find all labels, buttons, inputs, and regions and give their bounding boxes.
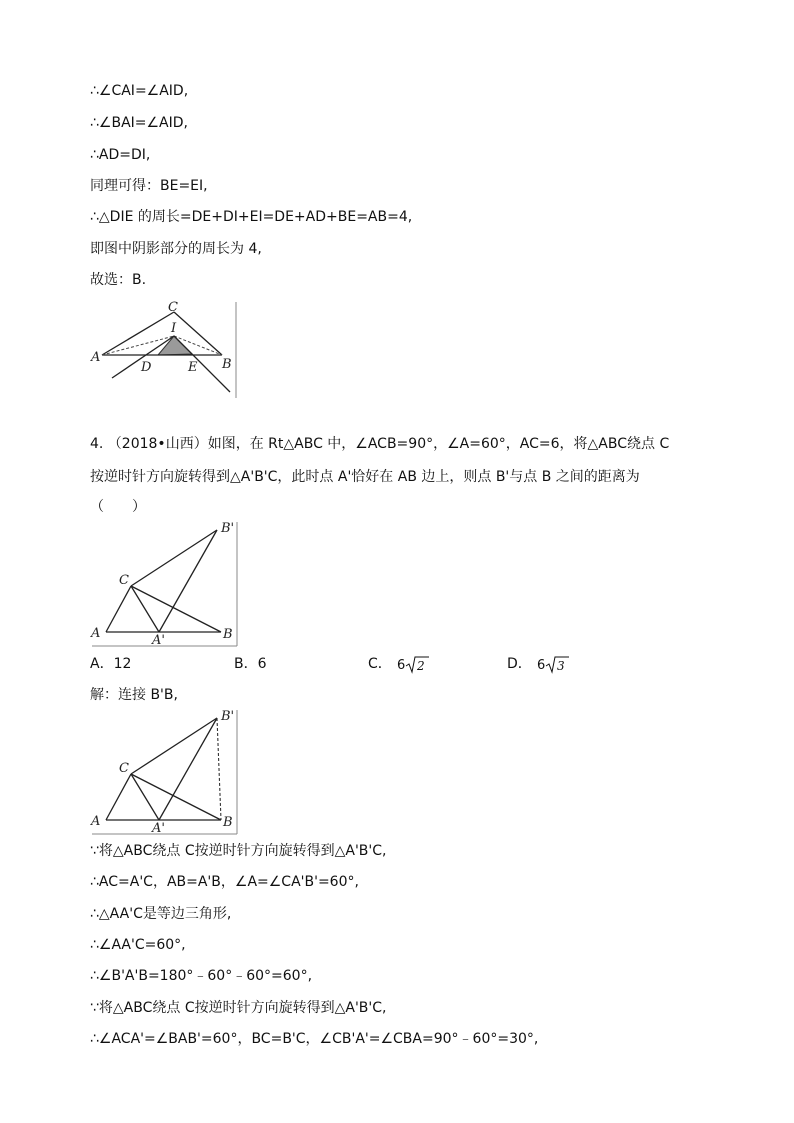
point-label: I [171,321,177,336]
solution-line: 同理可得：BE=EI, [90,178,208,194]
solution-line: ∴AD=DI, [90,147,151,163]
point-label: A [91,814,101,829]
solution-line: ∴∠B'A'B=180°﹣60°﹣60°=60°, [90,968,313,984]
point-label: C [168,300,178,315]
option-b: B．6 [234,656,267,672]
point-label: A [91,350,101,365]
point-label: B [222,357,232,372]
point-label: E [188,360,198,375]
radical-expression [396,654,430,674]
option-d-prefix: D． [507,656,532,672]
question-text: （ ） [90,499,146,515]
figure-shaded-triangle [90,300,240,400]
solution-line: ∴∠AA'C=60°, [90,937,186,953]
solution-line: ∵将△ABC绕点 C按逆时针方向旋转得到△A'B'C, [90,1000,387,1016]
point-label: B [223,627,233,642]
figure-rotation [90,520,242,648]
solution-line: ∴AC=A'C，AB=A'B，∠A=∠CA'B'=60°, [90,874,359,890]
solution-line: ∴∠CAI=∠AID, [90,83,189,99]
radical-coefficient: 6 [397,658,406,673]
radical-expression [536,654,570,674]
solution-line: ∴△DIE 的周长=DE+DI+EI=DE+AD+BE=AB=4, [90,209,413,225]
point-label: C [119,573,129,588]
option-c [368,654,430,674]
radicand: 3 [557,659,565,673]
option-a: A．12 [90,656,132,672]
point-label: A' [152,633,165,648]
solution-line: ∴∠BAI=∠AID, [90,115,188,131]
point-label: A [91,626,101,641]
point-label: B' [221,521,235,536]
solution-line: ∴△AA'C是等边三角形, [90,906,232,922]
point-label: C [119,761,129,776]
radical-coefficient: 6 [537,658,546,673]
question-text: 按逆时针方向旋转得到△A'B'C，此时点 A'恰好在 AB 边上，则点 B'与点 B 之间的距离为 [90,469,640,485]
option-c-prefix: C． [368,656,392,672]
solution-line: 即图中阴影部分的周长为 4, [90,241,262,257]
question-text: 4. （2018•山西）如图，在 Rt△ABC 中，∠ACB=90°，∠A=60°，AC=6，将△ABC绕点 C [90,436,670,452]
point-label: B [223,815,233,830]
figure-rotation-connected [90,708,242,836]
point-label: A' [152,821,165,836]
point-label: D [141,360,152,375]
solution-line: 故选：B. [90,272,147,288]
solution-intro: 解：连接 B'B, [90,687,178,703]
point-label: B' [221,709,235,724]
option-d [507,654,570,674]
radicand: 2 [417,659,425,673]
solution-line: ∵将△ABC绕点 C按逆时针方向旋转得到△A'B'C, [90,843,387,859]
solution-line: ∴∠ACA'=∠BAB'=60°，BC=B'C，∠CB'A'=∠CBA=90°﹣60°=30°, [90,1031,539,1047]
